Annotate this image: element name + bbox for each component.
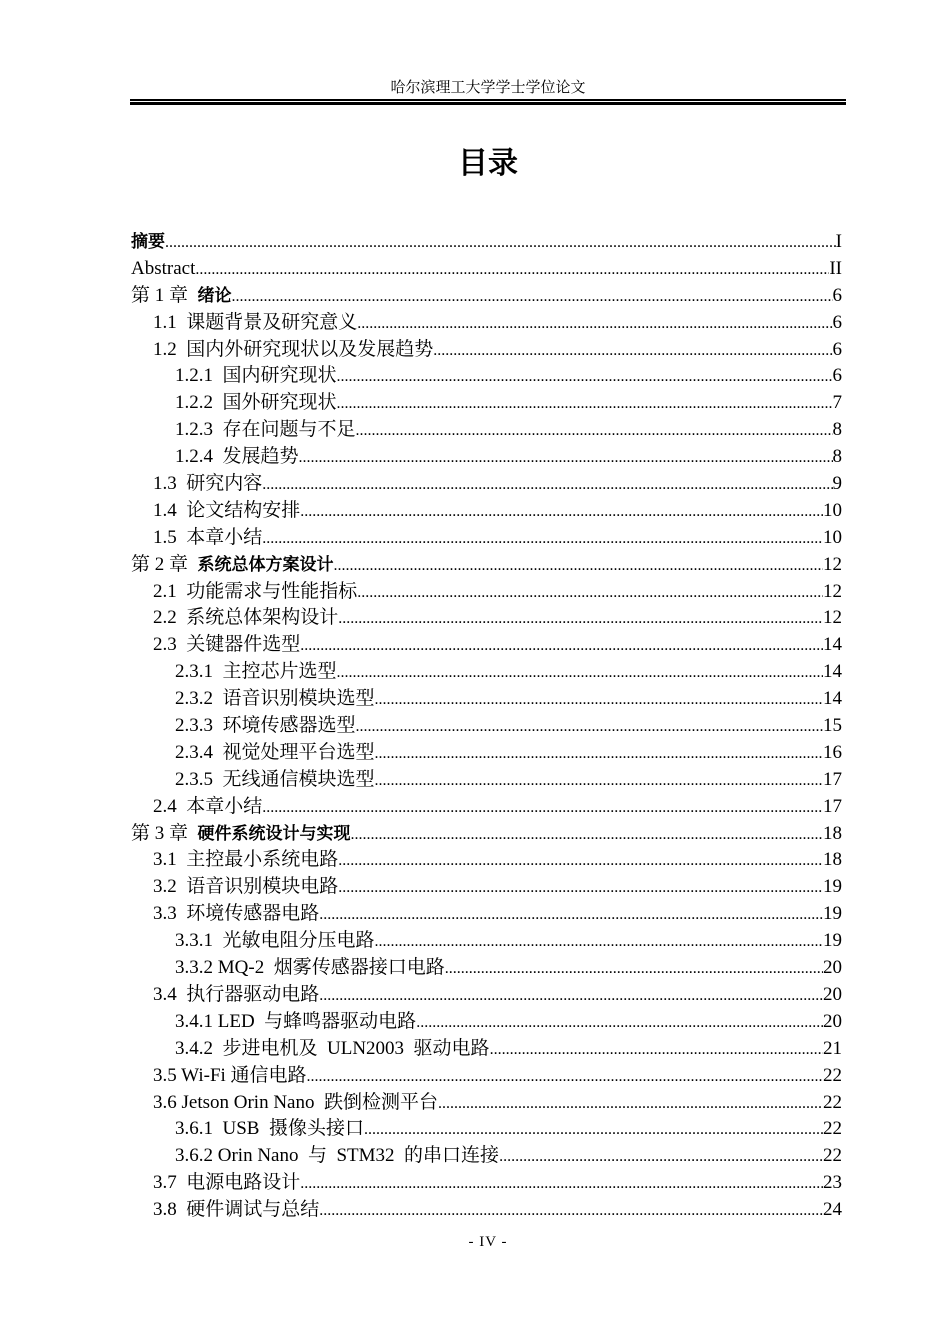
toc-entry-page-number: 12 xyxy=(823,580,842,602)
toc-entry[interactable] xyxy=(131,847,842,874)
toc-entry[interactable] xyxy=(131,1063,842,1090)
toc-entry-number: 3.1 xyxy=(153,849,187,871)
toc-entry-label xyxy=(175,713,356,740)
toc-entry[interactable] xyxy=(131,605,842,632)
toc-entry-label xyxy=(175,740,375,767)
toc-entry-label xyxy=(153,498,300,525)
toc-leader-dots xyxy=(375,741,823,768)
toc-leader-dots xyxy=(338,606,823,633)
toc-entry-page-number: 12 xyxy=(823,553,842,575)
toc-leader-dots xyxy=(319,902,823,929)
toc-entry-number: 3.5 xyxy=(153,1064,182,1086)
toc-entry-label xyxy=(153,471,262,498)
toc-entry-title: 语音识别模块选型 xyxy=(222,688,375,710)
toc-leader-dots xyxy=(490,1037,823,1064)
toc-entry-title: 课题背景及研究意义 xyxy=(186,311,358,333)
toc-entry-title: 主控最小系统电路 xyxy=(186,849,339,871)
toc-entry-title: MQ-2 烟雾传感器接口电路 xyxy=(217,957,445,979)
toc-entry-number: 第 1 章 xyxy=(131,284,198,306)
toc-entry[interactable] xyxy=(131,444,842,471)
toc-entry[interactable] xyxy=(131,363,842,390)
toc-leader-dots xyxy=(499,1144,823,1171)
toc-entry-number: 1.2.1 xyxy=(175,365,223,387)
toc-entry-number: 1.2.4 xyxy=(175,446,223,468)
toc-entry[interactable] xyxy=(131,283,842,310)
toc-entry-page-number: II xyxy=(829,257,842,279)
toc-entry[interactable] xyxy=(131,982,842,1009)
toc-entry-label xyxy=(175,363,337,390)
toc-entry-page-number: 6 xyxy=(832,338,842,360)
toc-entry-title: 存在问题与不足 xyxy=(222,419,356,441)
toc-entry[interactable] xyxy=(131,552,842,579)
toc-entry-number: 2.1 xyxy=(153,580,187,602)
toc-entry-number: 2.3.5 xyxy=(175,768,223,790)
toc-entry-page-number: 12 xyxy=(823,607,842,629)
toc-leader-dots xyxy=(375,687,823,714)
toc-entry-label xyxy=(175,686,375,713)
toc-entry-page-number: 19 xyxy=(823,930,842,952)
toc-entry-page-number: 10 xyxy=(823,499,842,521)
toc-entry-title: 国内外研究现状以及发展趋势 xyxy=(186,338,434,360)
toc-entry-number: 3.6.2 xyxy=(175,1145,218,1167)
toc-entry-title: 关键器件选型 xyxy=(186,634,301,656)
toc-entry-label xyxy=(175,1143,499,1170)
toc-entry-number: 第 2 章 xyxy=(131,553,198,575)
toc-entry-page-number: 8 xyxy=(832,446,842,468)
toc-entry-label xyxy=(153,337,433,364)
toc-entry[interactable] xyxy=(131,1116,842,1143)
toc-entry[interactable] xyxy=(131,1170,842,1197)
toc-entry-label xyxy=(175,955,445,982)
toc-entry-page-number: 20 xyxy=(823,1010,842,1032)
toc-entry[interactable] xyxy=(131,632,842,659)
toc-entry-number: 1.2 xyxy=(153,338,187,360)
toc-leader-dots xyxy=(351,822,823,849)
toc-leader-dots xyxy=(338,848,823,875)
toc-entry-label xyxy=(153,901,319,928)
toc-entry-title: 系统总体方案设计 xyxy=(197,554,334,575)
toc-entry-title: 论文结构安排 xyxy=(186,499,301,521)
toc-entry-label xyxy=(131,552,334,579)
toc-entry-title: 绪论 xyxy=(197,285,232,306)
toc-entry-label xyxy=(131,229,165,256)
toc-entry-number: 2.3.3 xyxy=(175,715,223,737)
toc-entry[interactable] xyxy=(131,1143,842,1170)
toc-entry[interactable] xyxy=(131,229,842,256)
toc-leader-dots xyxy=(334,553,823,580)
toc-entry-number: 2.3 xyxy=(153,634,187,656)
toc-entry[interactable] xyxy=(131,498,842,525)
toc-entry-label xyxy=(153,874,338,901)
toc-entry-label xyxy=(153,794,262,821)
toc-leader-dots xyxy=(300,633,823,660)
toc-entry-page-number: 19 xyxy=(823,903,842,925)
toc-entry-page-number: 23 xyxy=(823,1172,842,1194)
toc-entry-page-number: 18 xyxy=(823,822,842,844)
toc-entry-page-number: 14 xyxy=(823,661,842,683)
toc-entry-page-number: 22 xyxy=(823,1091,842,1113)
toc-entry-number: 1.2.3 xyxy=(175,419,223,441)
toc-entry-title: 功能需求与性能指标 xyxy=(186,580,358,602)
toc-leader-dots xyxy=(262,472,832,499)
toc-entry-label xyxy=(175,767,375,794)
toc-leader-dots xyxy=(433,338,832,365)
toc-entry[interactable] xyxy=(131,659,842,686)
toc-entry-page-number: 6 xyxy=(832,365,842,387)
toc-entry-title: 语音识别模块电路 xyxy=(186,876,339,898)
toc-entry-page-number: 6 xyxy=(832,311,842,333)
toc-leader-dots xyxy=(438,1091,823,1118)
toc-entry[interactable] xyxy=(131,417,842,444)
page-number-footer: - IV - xyxy=(468,1234,508,1250)
toc-entry-number: 3.3 xyxy=(153,903,187,925)
toc-entry-label xyxy=(153,525,262,552)
toc-entry-title: 系统总体架构设计 xyxy=(186,607,339,629)
toc-entry-title: 无线通信模块选型 xyxy=(222,768,375,790)
toc-entry-number: 1.2.2 xyxy=(175,392,223,414)
toc-entry-label xyxy=(153,605,338,632)
toc-entry[interactable] xyxy=(131,740,842,767)
toc-leader-dots xyxy=(300,1171,823,1198)
toc-entry-number: 3.6 xyxy=(153,1091,182,1113)
toc-entry-title: Wi-Fi 通信电路 xyxy=(181,1064,307,1086)
toc-leader-dots xyxy=(445,956,823,983)
toc-entry-number: 3.4.1 xyxy=(175,1010,218,1032)
header-rule-thin xyxy=(130,99,846,101)
toc-entry-label xyxy=(153,1170,300,1197)
toc-entry-title: 主控芯片选型 xyxy=(222,661,337,683)
toc-entry[interactable] xyxy=(131,337,842,364)
toc-entry-page-number: 22 xyxy=(823,1064,842,1086)
toc-entry-page-number: 9 xyxy=(832,473,842,495)
toc-entry-number: 2.3.4 xyxy=(175,741,223,763)
toc-entry-label xyxy=(175,928,375,955)
toc-entry-number: 2.3.2 xyxy=(175,688,223,710)
toc-entry-number: 1.5 xyxy=(153,526,187,548)
toc-entry-number: 2.2 xyxy=(153,607,187,629)
toc-entry[interactable] xyxy=(131,955,842,982)
header-rule-thick xyxy=(130,102,846,105)
toc-entry-label xyxy=(153,1090,438,1117)
toc-entry-page-number: 14 xyxy=(823,688,842,710)
toc-leader-dots xyxy=(337,660,823,687)
toc-leader-dots xyxy=(364,1117,823,1144)
toc-entry-title: 视觉处理平台选型 xyxy=(222,741,375,763)
toc-entry-page-number: 20 xyxy=(823,957,842,979)
toc-entry[interactable] xyxy=(131,713,842,740)
toc-entry-title: 发展趋势 xyxy=(222,446,299,468)
toc-entry-number: 3.6.1 xyxy=(175,1118,223,1140)
toc-entry-label xyxy=(175,417,356,444)
toc-entry-page-number: 10 xyxy=(823,526,842,548)
toc-entry-page-number: 22 xyxy=(823,1145,842,1167)
toc-entry-label xyxy=(175,1116,364,1143)
toc-entry-title: USB 摄像头接口 xyxy=(222,1118,364,1140)
toc-entry-page-number: I xyxy=(835,231,842,252)
toc-entry-label xyxy=(131,256,195,283)
toc-entry[interactable] xyxy=(131,471,842,498)
toc-entry-number: 第 3 章 xyxy=(131,822,198,844)
toc-entry-title: 国外研究现状 xyxy=(222,392,337,414)
toc-entry-number: 2.4 xyxy=(153,795,187,817)
toc-entry-number: 3.3.2 xyxy=(175,957,218,979)
toc-entry-title: LED 与蜂鸣器驱动电路 xyxy=(217,1010,417,1032)
toc-leader-dots xyxy=(165,230,836,257)
toc-leader-dots xyxy=(356,418,833,445)
toc-leader-dots xyxy=(307,1064,823,1091)
toc-entry[interactable] xyxy=(131,256,842,283)
toc-entry-label xyxy=(175,390,337,417)
toc-entry[interactable] xyxy=(131,767,842,794)
toc-leader-dots xyxy=(356,714,823,741)
toc-entry-label xyxy=(175,659,337,686)
toc-entry[interactable] xyxy=(131,1197,842,1224)
toc-entry-page-number: 17 xyxy=(823,795,842,817)
toc-leader-dots xyxy=(300,499,823,526)
toc-entry[interactable] xyxy=(131,390,842,417)
toc-leader-dots xyxy=(232,284,833,311)
toc-entry-label xyxy=(153,982,319,1009)
toc-leader-dots xyxy=(375,768,823,795)
toc-entry-page-number: 21 xyxy=(823,1037,842,1059)
toc-entry-page-number: 15 xyxy=(823,715,842,737)
toc-entry-title: 研究内容 xyxy=(186,473,263,495)
toc-entry-number: 1.4 xyxy=(153,499,187,521)
toc-entry-label xyxy=(131,283,232,310)
toc-entry-title: 本章小结 xyxy=(186,526,263,548)
toc-entry-title: 电源电路设计 xyxy=(186,1172,301,1194)
toc-leader-dots xyxy=(337,364,833,391)
toc-entry-title: Orin Nano 与 STM32 的串口连接 xyxy=(217,1145,500,1167)
toc-entry-page-number: 8 xyxy=(832,419,842,441)
toc-entry-title: 硬件系统设计与实现 xyxy=(197,823,351,844)
toc-entry-page-number: 18 xyxy=(823,849,842,871)
toc-entry-title: 环境传感器选型 xyxy=(222,715,356,737)
toc-entry-label xyxy=(153,579,357,606)
toc-entry-label xyxy=(153,632,300,659)
toc-entry-label xyxy=(153,310,357,337)
table-of-contents xyxy=(131,229,842,1224)
toc-entry-label xyxy=(153,847,338,874)
toc-entry-title: 步进电机及 ULN2003 驱动电路 xyxy=(222,1037,490,1059)
toc-entry[interactable] xyxy=(131,310,842,337)
toc-entry-number: 3.2 xyxy=(153,876,187,898)
toc-entry[interactable] xyxy=(131,928,842,955)
toc-leader-dots xyxy=(416,1010,823,1037)
toc-title: 目录 xyxy=(458,146,518,181)
toc-leader-dots xyxy=(337,391,833,418)
toc-entry-title: 硬件调试与总结 xyxy=(186,1199,320,1221)
toc-entry[interactable] xyxy=(131,874,842,901)
toc-leader-dots xyxy=(338,875,823,902)
toc-entry-title: 光敏电阻分压电路 xyxy=(222,930,375,952)
toc-entry-page-number: 16 xyxy=(823,741,842,763)
toc-leader-dots xyxy=(357,580,823,607)
toc-entry-page-number: 14 xyxy=(823,634,842,656)
toc-entry[interactable] xyxy=(131,794,842,821)
toc-entry-number: 1.3 xyxy=(153,473,187,495)
toc-leader-dots xyxy=(195,257,829,284)
toc-leader-dots xyxy=(375,929,823,956)
toc-entry-number: 3.4.2 xyxy=(175,1037,223,1059)
toc-entry-label xyxy=(175,444,299,471)
toc-entry-number: 1.1 xyxy=(153,311,187,333)
page-header: 哈尔滨理工大学学士学位论文 xyxy=(390,80,586,96)
toc-entry-label xyxy=(175,1036,490,1063)
toc-entry[interactable] xyxy=(131,901,842,928)
toc-entry-page-number: 22 xyxy=(823,1118,842,1140)
toc-entry-title: 国内研究现状 xyxy=(222,365,337,387)
toc-entry-page-number: 6 xyxy=(832,284,842,306)
toc-entry-number: 3.7 xyxy=(153,1172,187,1194)
toc-leader-dots xyxy=(319,983,823,1010)
toc-entry-number: 3.4 xyxy=(153,983,187,1005)
toc-entry-page-number: 19 xyxy=(823,876,842,898)
toc-entry[interactable] xyxy=(131,1036,842,1063)
toc-entry[interactable] xyxy=(131,579,842,606)
toc-entry-title: 环境传感器电路 xyxy=(186,903,320,925)
toc-entry-page-number: 7 xyxy=(832,392,842,414)
toc-entry-number: 3.3.1 xyxy=(175,930,223,952)
toc-entry-page-number: 24 xyxy=(823,1199,842,1221)
toc-entry-label xyxy=(153,1197,319,1224)
toc-entry[interactable] xyxy=(131,525,842,552)
toc-entry-title: Abstract xyxy=(131,257,196,279)
toc-entry[interactable] xyxy=(131,686,842,713)
toc-entry-title: 本章小结 xyxy=(186,795,263,817)
toc-entry-number: 3.8 xyxy=(153,1199,187,1221)
toc-entry[interactable] xyxy=(131,1090,842,1117)
toc-entry-title: 执行器驱动电路 xyxy=(186,983,320,1005)
toc-entry[interactable] xyxy=(131,1009,842,1036)
toc-entry-number: 2.3.1 xyxy=(175,661,223,683)
toc-entry[interactable] xyxy=(131,821,842,848)
toc-leader-dots xyxy=(262,526,823,553)
toc-entry-label xyxy=(153,1063,307,1090)
toc-entry-label xyxy=(175,1009,416,1036)
toc-entry-label xyxy=(131,821,351,848)
toc-leader-dots xyxy=(319,1198,823,1225)
toc-leader-dots xyxy=(299,445,833,472)
toc-leader-dots xyxy=(262,795,823,822)
toc-leader-dots xyxy=(357,311,832,338)
toc-entry-title: Jetson Orin Nano 跌倒检测平台 xyxy=(181,1091,438,1113)
toc-entry-page-number: 17 xyxy=(823,768,842,790)
toc-entry-title: 摘要 xyxy=(131,232,165,252)
toc-entry-page-number: 20 xyxy=(823,983,842,1005)
